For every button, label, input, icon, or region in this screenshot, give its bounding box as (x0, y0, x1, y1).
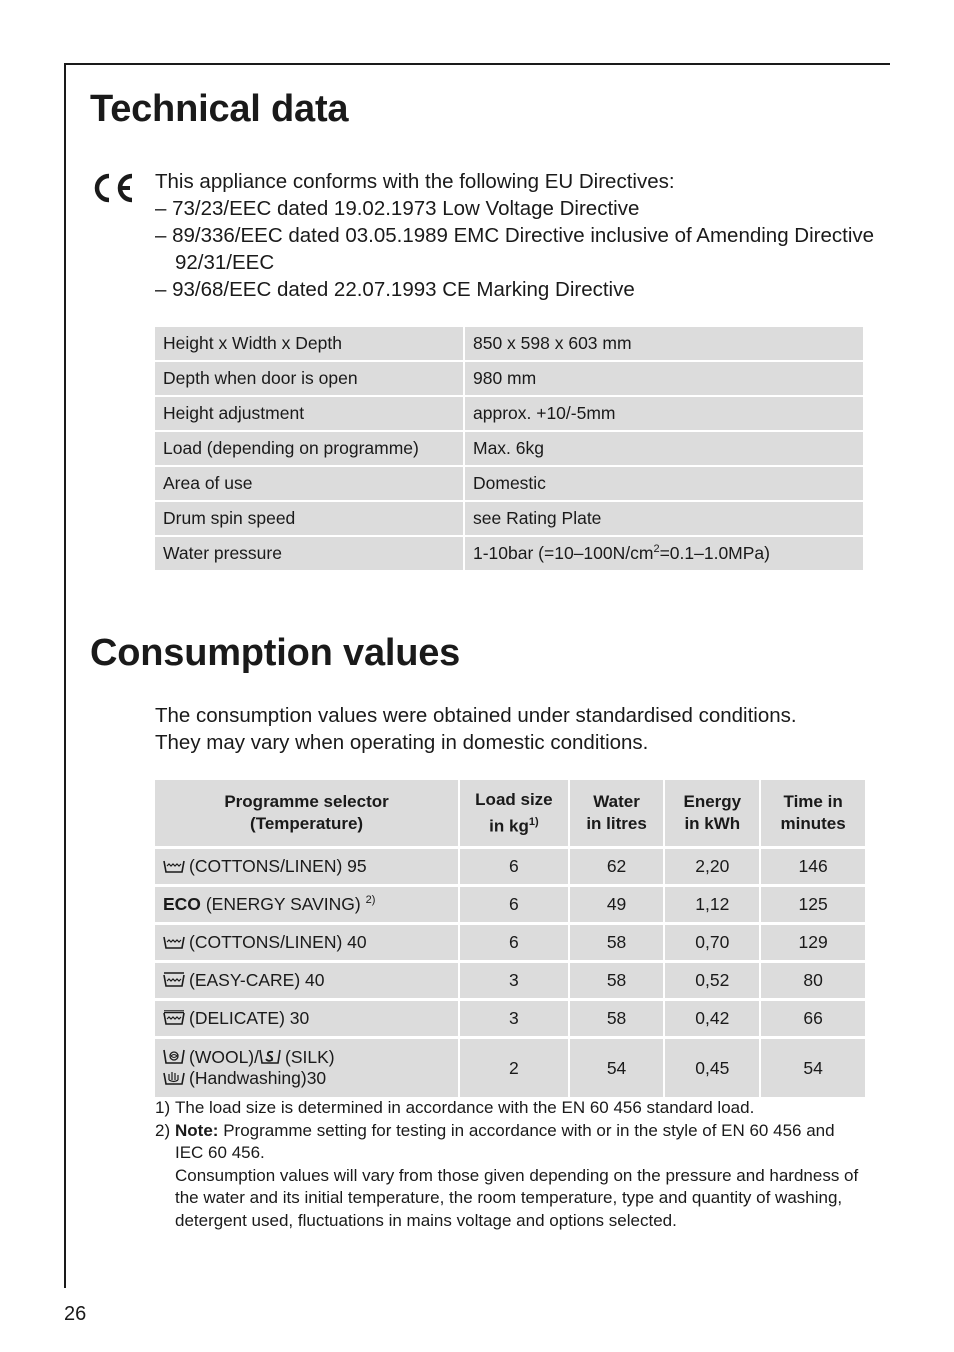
header-line: in kWh (684, 814, 741, 833)
footnotes (155, 1097, 867, 1232)
wash-tub-icon (163, 934, 185, 950)
energy-cell: 0,42 (665, 1001, 759, 1036)
time-cell: 129 (761, 925, 865, 960)
programme-label: (SILK) (285, 1047, 335, 1067)
table-row (155, 849, 865, 884)
wash-tub-icon (163, 858, 185, 874)
wash-tub-icon (163, 1010, 185, 1026)
pressure-value-b: =0.1–1.0MPa) (659, 543, 770, 563)
spec-label: Load (depending on programme) (155, 432, 463, 465)
note-label: Note: (175, 1120, 219, 1140)
table-row (155, 467, 863, 500)
note-text-continued: Consumption values will vary from those given depending on the pressure and hardness of the water and its initial temperature, the room temperature, type and quantity of washing, detergent used, fluctuations in mains voltage and options selected. (175, 1165, 859, 1230)
table-row (155, 362, 863, 395)
pressure-superscript: 2 (653, 543, 660, 556)
technical-data-heading: Technical data (90, 88, 349, 130)
wool-icon (163, 1049, 185, 1065)
programme-label: (EASY-CARE) 40 (189, 970, 325, 990)
water-cell: 58 (570, 963, 664, 998)
programme-label: (ENERGY SAVING) (205, 894, 361, 914)
footnote-number: 2) (155, 1120, 171, 1140)
water-cell: 54 (570, 1039, 664, 1097)
eco-label: ECO (163, 894, 201, 914)
programme-label: (COTTONS/LINEN) 40 (189, 932, 367, 952)
water-cell: 49 (570, 887, 664, 922)
header-line: Programme selector (224, 792, 389, 811)
spec-label: Depth when door is open (155, 362, 463, 395)
table-row (155, 925, 865, 960)
programme-line (163, 1068, 457, 1089)
water-cell: 58 (570, 1001, 664, 1036)
programme-label: (Handwashing)30 (189, 1068, 327, 1088)
footnote-ref: 2) (365, 894, 376, 907)
programme-cell (155, 1039, 458, 1097)
spec-value: approx. +10/-5mm (465, 397, 863, 430)
page-frame-left-rule (64, 63, 66, 1288)
col-header-energy (665, 780, 759, 846)
load-cell: 6 (460, 887, 568, 922)
table-row (155, 1001, 865, 1036)
table-row (155, 537, 863, 570)
spec-value: Max. 6kg (465, 432, 863, 465)
programme-cell (155, 925, 458, 960)
table-row (155, 1039, 865, 1097)
directive-item: – 93/68/EEC dated 22.07.1993 CE Marking Directive (155, 278, 635, 301)
energy-cell: 0,52 (665, 963, 759, 998)
page-frame-top-rule (64, 63, 890, 65)
energy-cell: 0,45 (665, 1039, 759, 1097)
header-line: (Temperature) (250, 814, 364, 833)
programme-cell (155, 963, 458, 998)
header-line: in litres (586, 814, 647, 833)
technical-data-table (153, 325, 865, 572)
eu-directives-text (155, 168, 875, 303)
programme-label: (WOOL)/ (189, 1047, 259, 1067)
programme-label: (COTTONS/LINEN) 95 (189, 856, 367, 876)
footnote-ref: 1) (528, 815, 539, 828)
programme-cell (155, 1001, 458, 1036)
programme-line (163, 1047, 457, 1068)
header-line: Water (593, 792, 640, 811)
directives-intro: This appliance conforms with the following EU Directives: (155, 170, 675, 193)
table-row (155, 502, 863, 535)
time-cell: 54 (761, 1039, 865, 1097)
note-text: Programme setting for testing in accordance with or in the style of EN 60 456 and IEC 60 456. (175, 1120, 835, 1162)
spec-value: Domestic (465, 467, 863, 500)
time-cell: 80 (761, 963, 865, 998)
programme-cell (155, 887, 458, 922)
header-row (155, 780, 865, 846)
wash-tub-icon (163, 972, 185, 988)
load-cell: 2 (460, 1039, 568, 1097)
table-row (155, 963, 865, 998)
spec-label: Water pressure (155, 537, 463, 570)
table-row (155, 887, 865, 922)
col-header-programme (155, 780, 458, 846)
spec-label: Area of use (155, 467, 463, 500)
spec-label: Height x Width x Depth (155, 327, 463, 360)
energy-cell: 1,12 (665, 887, 759, 922)
intro-line: They may vary when operating in domestic conditions. (155, 731, 649, 754)
table-row (155, 327, 863, 360)
header-line: Energy (683, 792, 742, 811)
load-cell: 3 (460, 1001, 568, 1036)
time-cell: 125 (761, 887, 865, 922)
table-row (155, 432, 863, 465)
col-header-time (761, 780, 865, 846)
footnote-number: 1) (155, 1098, 171, 1117)
col-header-water (570, 780, 664, 846)
programme-label: (DELICATE) 30 (189, 1008, 310, 1028)
spec-value: 850 x 598 x 603 mm (465, 327, 863, 360)
table-row (155, 397, 863, 430)
load-cell: 6 (460, 849, 568, 884)
footnote-2 (155, 1120, 867, 1233)
spec-label: Drum spin speed (155, 502, 463, 535)
energy-cell: 2,20 (665, 849, 759, 884)
footnote-text: The load size is determined in accordance with the EN 60 456 standard load. (175, 1098, 755, 1117)
spec-value: see Rating Plate (465, 502, 863, 535)
consumption-intro-text (155, 702, 875, 756)
programme-cell (155, 849, 458, 884)
footnote-1 (155, 1097, 867, 1120)
spec-value: 980 mm (465, 362, 863, 395)
ce-mark-icon (90, 168, 134, 208)
spec-value (465, 537, 863, 570)
time-cell: 146 (761, 849, 865, 884)
consumption-table (153, 777, 867, 1100)
intro-line: The consumption values were obtained under standardised conditions. (155, 704, 797, 727)
silk-icon (259, 1049, 281, 1065)
header-line: minutes (780, 814, 846, 833)
header-text: in kg (489, 816, 529, 836)
header-line: Load size (475, 789, 553, 809)
footnote-text (175, 1120, 867, 1233)
page-number: 26 (64, 1303, 87, 1325)
header-line (461, 811, 567, 838)
col-header-load (460, 780, 568, 846)
directive-item: – 89/336/EEC dated 03.05.1989 EMC Directive inclusive of Amending Directive 92/31/EEC (155, 224, 875, 274)
time-cell: 66 (761, 1001, 865, 1036)
water-cell: 58 (570, 925, 664, 960)
water-cell: 62 (570, 849, 664, 884)
directive-item: – 73/23/EEC dated 19.02.1973 Low Voltage Directive (155, 197, 640, 220)
handwash-icon (163, 1070, 185, 1086)
consumption-values-heading: Consumption values (90, 632, 461, 674)
energy-cell: 0,70 (665, 925, 759, 960)
pressure-value-a: 1-10bar (=10–100N/cm (473, 543, 654, 563)
header-line: Time in (783, 792, 843, 811)
load-cell: 3 (460, 963, 568, 998)
load-cell: 6 (460, 925, 568, 960)
spec-label: Height adjustment (155, 397, 463, 430)
